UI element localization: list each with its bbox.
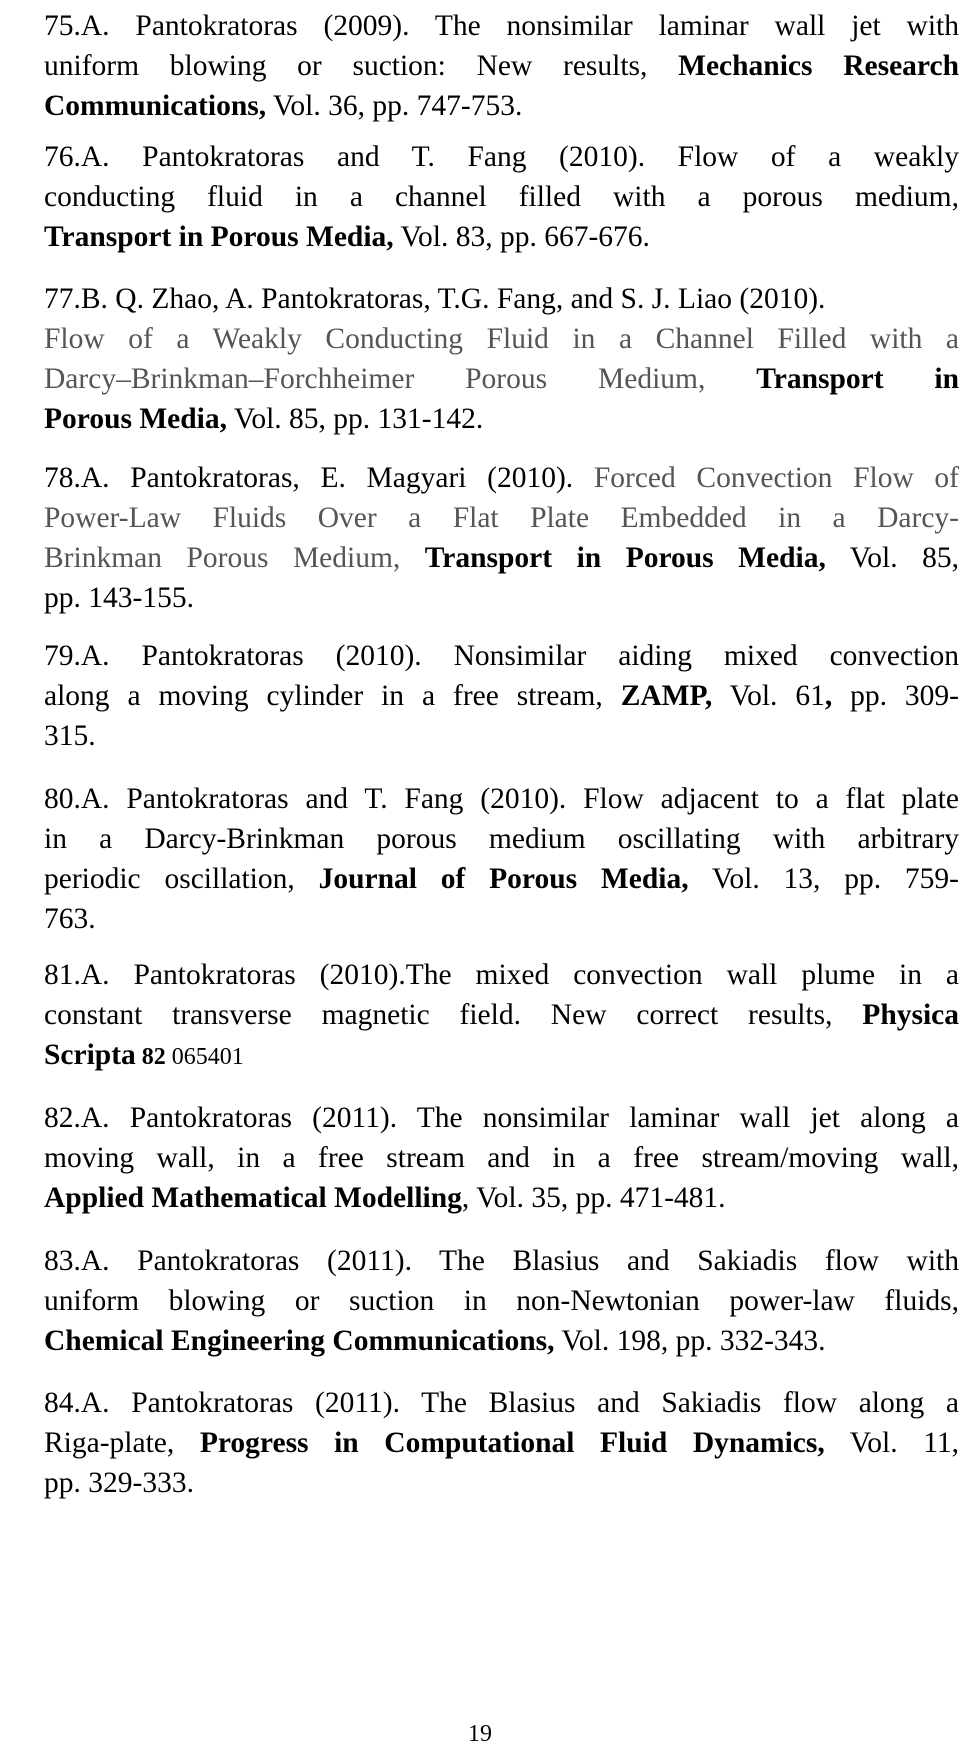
reference-line: in a Darcy-Brinkman porous medium oscillating with arbitrary (44, 823, 959, 855)
reference-82 (44, 1098, 959, 1218)
reference-78 (44, 458, 959, 618)
reference-line: 83.A. Pantokratoras (2011). The Blasius and Sakiadis flow with (44, 1245, 959, 1277)
reference-line: Scripta 82 065401 (44, 1039, 244, 1071)
reference-line: Darcy–Brinkman–Forchheimer Porous Medium, Transport in (44, 363, 960, 395)
reference-line: 78.A. Pantokratoras, E. Magyari (2010). Forced Convection Flow of (44, 462, 960, 494)
reference-75 (44, 6, 959, 126)
reference-line: 81.A. Pantokratoras (2010).The mixed convection wall plume in a (44, 959, 959, 991)
reference-line: Applied Mathematical Modelling, Vol. 35, pp. 471-481. (44, 1182, 726, 1214)
reference-line: uniform blowing or suction: New results, Mechanics Research (44, 50, 959, 82)
reference-80 (44, 779, 959, 939)
reference-81 (44, 955, 959, 1075)
reference-83 (44, 1241, 959, 1361)
reference-line: along a moving cylinder in a free stream, ZAMP, Vol. 61, pp. 309- (44, 680, 960, 712)
reference-line: Transport in Porous Media, Vol. 83, pp. 667-676. (44, 221, 650, 253)
reference-line: periodic oscillation, Journal of Porous Media, Vol. 13, pp. 759- (44, 863, 960, 895)
reference-line: 76.A. Pantokratoras and T. Fang (2010). Flow of a weakly (44, 141, 959, 173)
reference-line: 84.A. Pantokratoras (2011). The Blasius and Sakiadis flow along a (44, 1387, 959, 1419)
reference-line: pp. 143-155. (44, 582, 194, 614)
reference-line: moving wall, in a free stream and in a free stream/moving wall, (44, 1142, 959, 1174)
reference-line: Communications, Vol. 36, pp. 747-753. (44, 90, 523, 122)
reference-line: Power-Law Fluids Over a Flat Plate Embedded in a Darcy- (44, 502, 959, 534)
reference-line: 77.B. Q. Zhao, A. Pantokratoras, T.G. Fang, and S. J. Liao (2010). (44, 283, 826, 315)
reference-line: Chemical Engineering Communications, Vol. 198, pp. 332-343. (44, 1325, 826, 1357)
reference-line: Riga-plate, Progress in Computational Fluid Dynamics, Vol. 11, (44, 1427, 959, 1459)
reference-line: 80.A. Pantokratoras and T. Fang (2010). Flow adjacent to a flat plate (44, 783, 959, 815)
page-number: 19 (468, 1721, 492, 1747)
reference-line: Porous Media, Vol. 85, pp. 131-142. (44, 403, 484, 435)
reference-76 (44, 137, 959, 257)
reference-line: Brinkman Porous Medium, Transport in Porous Media, Vol. 85, (44, 542, 959, 574)
reference-line: conducting fluid in a channel filled with a porous medium, (44, 181, 959, 213)
reference-79 (44, 636, 959, 756)
reference-77 (44, 279, 959, 439)
reference-line: uniform blowing or suction in non-Newtonian power-law fluids, (44, 1285, 959, 1317)
reference-line: pp. 329-333. (44, 1467, 194, 1499)
reference-line: 315. (44, 720, 96, 752)
reference-line: 75.A. Pantokratoras (2009). The nonsimilar laminar wall jet with (44, 10, 959, 42)
reference-line: 82.A. Pantokratoras (2011). The nonsimilar laminar wall jet along a (44, 1102, 959, 1134)
reference-line: Flow of a Weakly Conducting Fluid in a Channel Filled with a (44, 323, 959, 355)
reference-line: 763. (44, 903, 96, 935)
reference-line: constant transverse magnetic field. New correct results, Physica (44, 999, 959, 1031)
reference-84 (44, 1383, 959, 1503)
reference-line: 79.A. Pantokratoras (2010). Nonsimilar aiding mixed convection (44, 640, 959, 672)
